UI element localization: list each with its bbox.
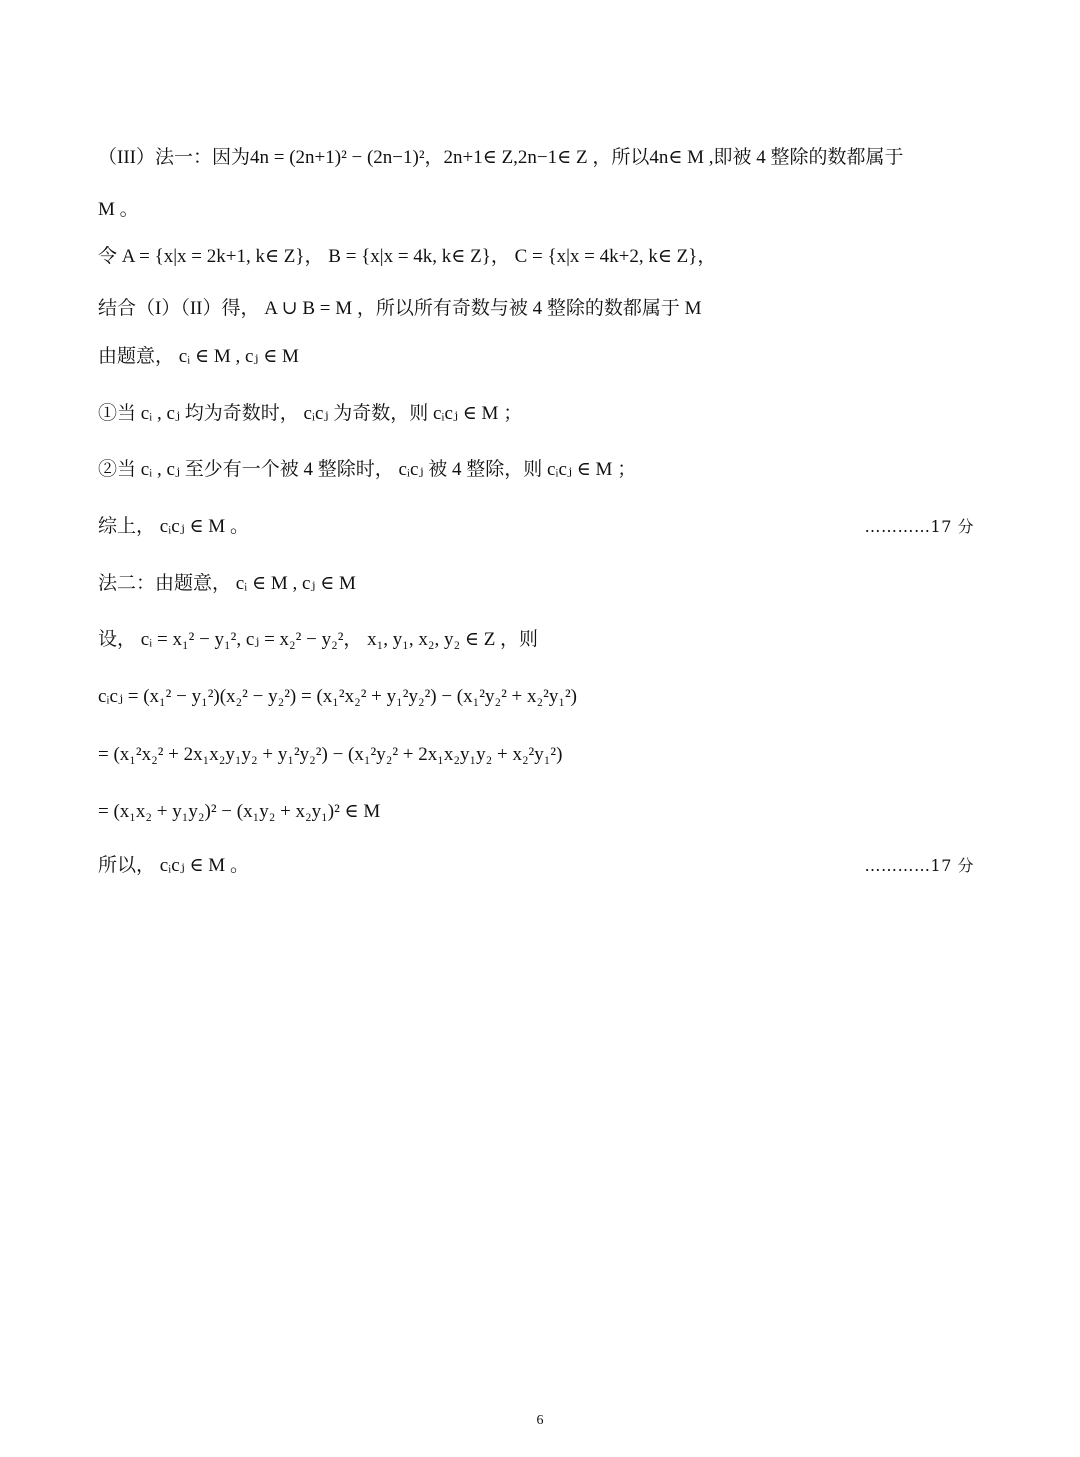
text-line-6: ①当 cᵢ , cⱼ 均为奇数时， cᵢcⱼ 为奇数，则 cᵢcⱼ ∈ M ； [98, 403, 523, 424]
text-line-7: ②当 cᵢ , cⱼ 至少有一个被 4 整除时， cᵢcⱼ 被 4 整除，则 cᵢcⱼ ∈ M ； [98, 459, 637, 480]
text-line-10: 设， cᵢ = x₁² − y₁², cⱼ = x₂² − y₂²， x₁, y₁, x₂, y₂ ∈ Z ，则 [98, 629, 539, 650]
equation-line-3: = (x₁x₂ + y₁y₂)² − (x₁y₂ + x₂y₁)² ∈ M [98, 801, 381, 822]
page-number: 6 [536, 1413, 544, 1428]
text-line-14: 所以， cᵢcⱼ ∈ M 。 [98, 855, 249, 876]
score-marker-2: …………17 分 [864, 856, 974, 875]
equation-line-1: cᵢcⱼ = (x₁² − y₁²)(x₂² − y₂²) = (x₁²x₂² + y₁²y₂²) − (x₁²y₂² + x₂²y₁²) [98, 686, 577, 707]
text-line-4: 结合（I）（II）得， A ∪ B = M ，所以所有奇数与被 4 整除的数都属于 M [98, 298, 702, 319]
equation-line-2: = (x₁²x₂² + 2x₁x₂y₁y₂ + y₁²y₂²) − (x₁²y₂² + 2x₁x₂y₁y₂ + x₂²y₁²) [98, 744, 563, 765]
score-marker-1: …………17 分 [864, 517, 974, 536]
text-line-9: 法二：由题意， cᵢ ∈ M , cⱼ ∈ M [98, 573, 356, 594]
text-line-5: 由题意， cᵢ ∈ M , cⱼ ∈ M [98, 346, 299, 367]
text-line-2: M 。 [98, 199, 139, 220]
text-line-8: 综上， cᵢcⱼ ∈ M 。 [98, 516, 249, 537]
text-line-3: 令 A = {x|x = 2k+1, k∈ Z}， B = {x|x = 4k, k∈ Z}， C = {x|x = 4k+2, k∈ Z}， [98, 246, 717, 267]
text-line-1: （III）法一：因为4n = (2n+1)² − (2n−1)²，2n+1∈ Z,2n−1∈ Z ，所以4n∈ M ,即被 4 整除的数都属于 [98, 147, 904, 168]
